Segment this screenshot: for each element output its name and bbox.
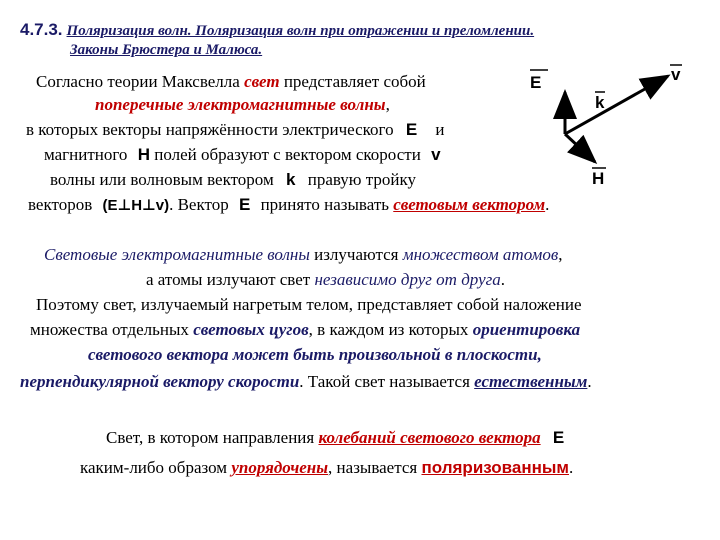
p2-line3: Поэтому свет, излучаемый нагретым телом, представляет собой наложение: [36, 295, 582, 314]
p2-l4-a: множества отдельных: [30, 320, 194, 339]
term-independent: независимо друг от друга: [314, 270, 501, 289]
term-natural: естественным: [474, 372, 588, 391]
term-light-trains: световых цугов: [193, 320, 309, 339]
p2-l2-a: а атомы излучают свет: [146, 270, 315, 289]
vector-triple-diagram: [520, 62, 700, 192]
diagram-label-H: H: [592, 169, 605, 188]
p3-l2-a: каким-либо образом: [80, 458, 232, 477]
p3-l2-c: , называется: [328, 458, 422, 477]
section-header: [20, 20, 534, 40]
term-em-waves: Световые электромагнитные волны: [44, 245, 310, 264]
diagram-label-v: v: [671, 65, 681, 84]
term-orientation: ориентировка: [472, 320, 581, 339]
p1-line1: [36, 72, 426, 92]
term-light-vector: световым вектором: [393, 195, 546, 214]
p2-l1-d: ,: [558, 245, 563, 264]
p1-l5-a: волны или волновым вектором: [50, 170, 274, 189]
vector-k-symbol: k: [286, 170, 296, 189]
p2-line4: [30, 320, 580, 340]
p1-line6: [28, 195, 549, 216]
arrow-v: [565, 76, 668, 134]
term-oscillations: колебаний светового вектора: [318, 428, 541, 447]
p3-l1-a: Свет, в котором направления: [106, 428, 319, 447]
section-title-line1: Поляризация волн. Поляризация волн при отражении и преломлении.: [66, 23, 535, 39]
p2-l4-c: , в каждом из которых: [308, 320, 473, 339]
arrow-H: [565, 134, 595, 162]
p1-l3-b: и: [435, 120, 445, 139]
p1-l4-a: магнитного: [44, 145, 128, 164]
p3-l2-e: .: [569, 458, 574, 477]
term-perpendicular: перпендикулярной вектору скорости: [20, 372, 300, 391]
p1-l1-c: представляет собой: [279, 72, 426, 91]
vector-E-symbol: E: [405, 120, 418, 139]
p1-l6-a: векторов: [28, 195, 93, 214]
diagram-label-k: k: [595, 93, 605, 112]
p1-line4: [44, 145, 441, 165]
vector-v-symbol: v: [431, 145, 441, 164]
p1-line5: [50, 170, 416, 190]
vector-triple-formula: (E⊥H⊥v): [102, 197, 170, 214]
p1-l6-b: . Вектор: [169, 195, 229, 214]
term-ordered: упорядочены: [231, 458, 329, 477]
p1-l6-c: принято называть: [260, 195, 394, 214]
p3-line1: [106, 428, 564, 448]
p1-l5-b: правую тройку: [307, 170, 417, 189]
p1-l4-b: полей образуют с вектором скорости: [154, 145, 421, 164]
vector-H-symbol: H: [137, 145, 150, 164]
p3-line2: [80, 458, 573, 478]
p1-l1-a: Согласно теории Максвелла: [36, 72, 245, 91]
p2-line1: [44, 245, 563, 265]
p2-line6: [20, 372, 592, 392]
vector-E-symbol-2: E: [238, 195, 251, 214]
p1-l6-e: .: [545, 195, 550, 214]
p2-line2: [146, 270, 505, 290]
term-transverse-waves: поперечные электромагнитные волны: [95, 95, 386, 114]
p2-l6-d: .: [587, 372, 592, 391]
p2-l1-b: излучаются: [309, 245, 403, 264]
term-polarized: поляризованным: [421, 458, 569, 477]
vector-E-symbol-3: E: [552, 428, 565, 447]
p2-l2-c: .: [500, 270, 506, 289]
p2-line5: светового вектора может быть произвольной в плоскости,: [88, 345, 542, 364]
p1-line2: [95, 95, 390, 115]
p1-l2-b: ,: [385, 95, 390, 114]
section-title-line2: Законы Брюстера и Малюса.: [70, 42, 263, 58]
term-many-atoms: множеством атомов: [402, 245, 559, 264]
diagram-label-E: E: [530, 73, 542, 92]
p1-line3: [26, 120, 445, 140]
section-number: 4.7.3.: [20, 20, 63, 39]
p1-l3-a: в которых векторы напряжённости электрического: [26, 120, 394, 139]
p2-l6-b: . Такой свет называется: [299, 372, 475, 391]
term-svet: свет: [244, 72, 280, 91]
